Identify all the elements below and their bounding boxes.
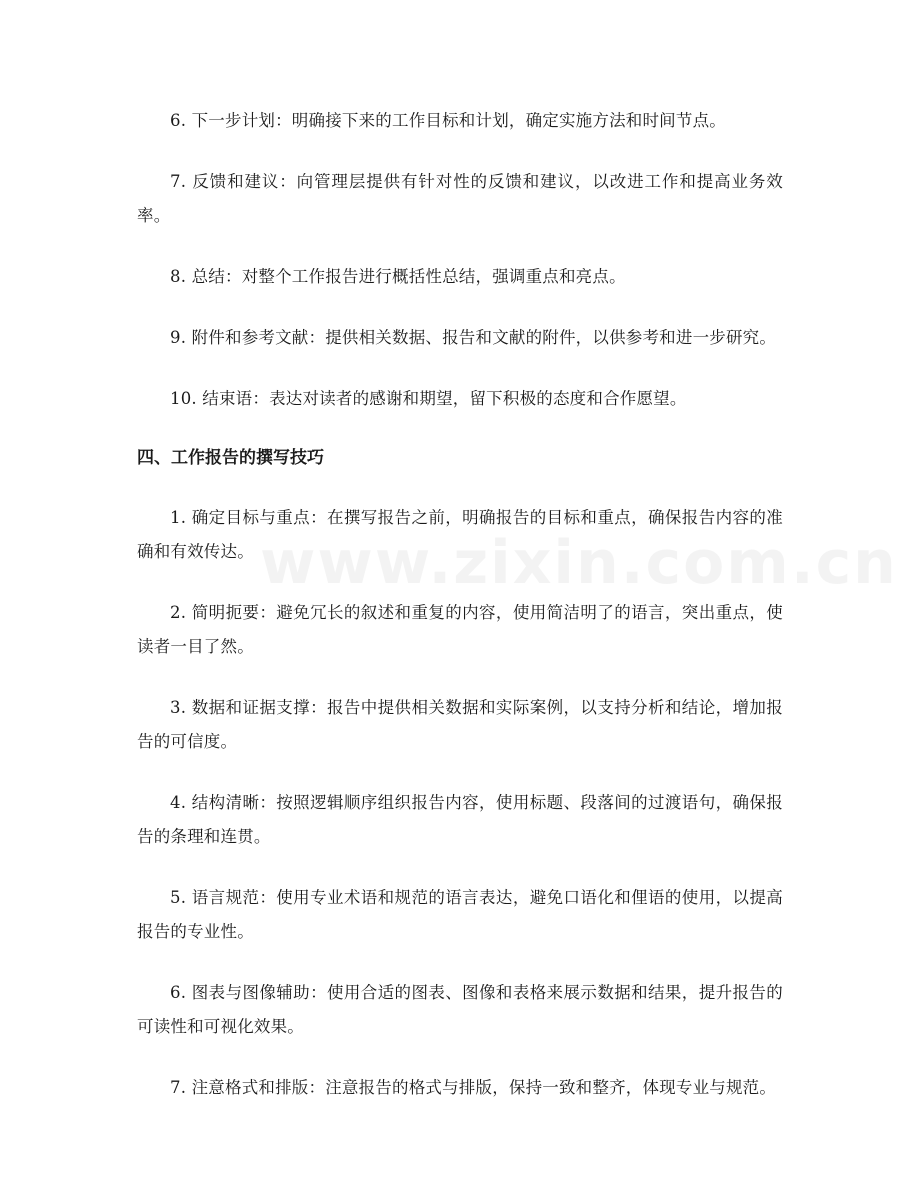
list-item-feedback: 7. 反馈和建议：向管理层提供有针对性的反馈和建议，以改进工作和提高业务效率。 [137,172,783,225]
list-item-language: 5. 语言规范：使用专业术语和规范的语言表达，避免口语化和俚语的使用，以提高报告的专业性。 [137,888,783,941]
list-item-next-plan: 6. 下一步计划：明确接下来的工作目标和计划，确定实施方法和时间节点。 [170,111,726,130]
list-item-concise: 2. 简明扼要：避免冗长的叙述和重复的内容，使用简洁明了的语言，突出重点，使读者一目了然。 [137,603,783,656]
watermark: www.zixin.com.cn [260,528,898,598]
list-item-structure: 4. 结构清晰：按照逻辑顺序组织报告内容，使用标题、段落间的过渡语句，确保报告的条理和连贯。 [137,793,783,846]
document-body [137,104,783,1132]
section-heading: 四、工作报告的撰写技巧 [137,448,324,468]
list-item-format: 7. 注意格式和排版：注意报告的格式与排版，保持一致和整齐，体现专业与规范。 [170,1078,777,1097]
list-item-appendix: 9. 附件和参考文献：提供相关数据、报告和文献的附件，以供参考和进一步研究。 [170,328,777,347]
list-item-summary: 8. 总结：对整个工作报告进行概括性总结，强调重点和亮点。 [170,267,626,286]
list-item-charts: 6. 图表与图像辅助：使用合适的图表、图像和表格来展示数据和结果，提升报告的可读性和可视化效果。 [137,983,783,1036]
list-item-closing: 10. 结束语：表达对读者的感谢和期望，留下积极的态度和合作愿望。 [170,389,687,408]
list-item-goal: 1. 确定目标与重点：在撰写报告之前，明确报告的目标和重点，确保报告内容的准确和有效传达。 [137,508,783,561]
list-item-data: 3. 数据和证据支撑：报告中提供相关数据和实际案例，以支持分析和结论，增加报告的可信度。 [137,698,783,751]
